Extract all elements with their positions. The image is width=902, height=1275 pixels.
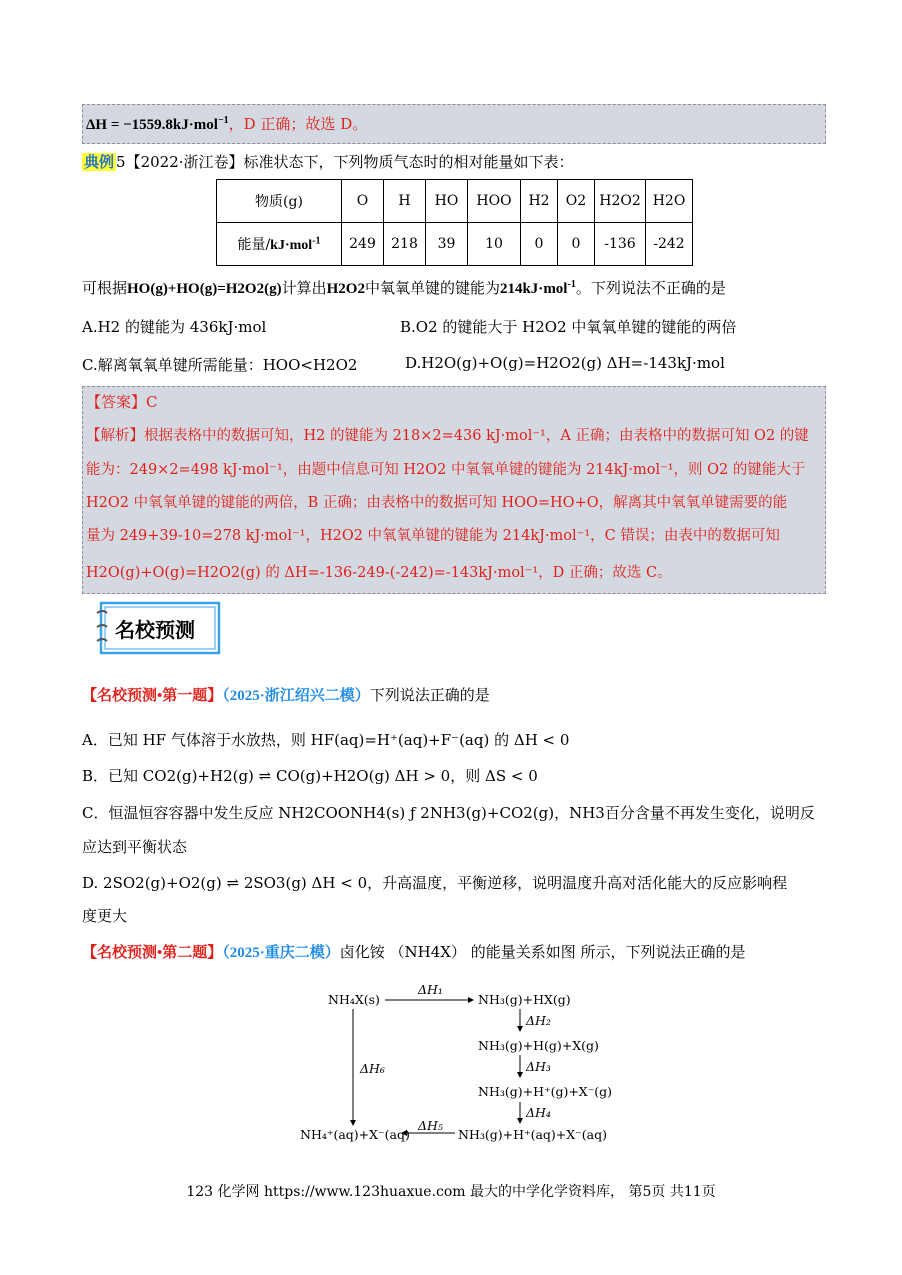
example-tag: 典例 [84, 153, 115, 171]
option-A: A.H2 的键能为 436kJ·mol [82, 318, 267, 336]
q2-source: （2025·重庆二模） [222, 945, 340, 961]
banner-title: 名校预测 [115, 618, 195, 642]
top-box-line: ΔH = −1559.8kJ·mol$^{-1}$，D 正确；故选 D。 [86, 115, 368, 133]
q2-header [82, 941, 746, 962]
top-box-rest: ，D 正确；故选 D。 [228, 115, 368, 133]
example-line [82, 151, 574, 172]
option-C: C.解离氧氧单键所需能量：HOO<H2O2 [82, 356, 358, 374]
q1-text: 下列说法正确的是 [369, 686, 490, 704]
table-header-H2O2: H2O2 [595, 180, 646, 223]
table-header-H2O: H2O [646, 180, 693, 223]
answer-line-1: 【解析】根据表格中的数据可知，H2 的键能为 218×2=436 kJ·mol⁻¹，A 正确；由表格中的数据可知 O2 的键 [86, 428, 809, 444]
table-cell: -136 [595, 223, 646, 266]
question-eq: HO(g)+HO(g)=H2O2(g) [127, 281, 282, 297]
q1-option-C2: 应达到平衡状态 [82, 838, 188, 856]
example-text: 标准状态下，下列物质气态时的相对能量如下表： [243, 153, 574, 171]
diagram-h5: ΔH₅ [418, 1118, 443, 1133]
question-p2: 计算出 [281, 279, 327, 297]
question-h2o2: H2O2 [326, 281, 365, 297]
page-footer: 123 化学网 https://www.123huaxue.com 最大的中学化学资料库， 第5页 共11页 [186, 1184, 716, 1200]
table-cell: -242 [646, 223, 693, 266]
diagram-node-3: NH₃(g)+H(g)+X(g) [478, 1038, 599, 1053]
diagram-h2: ΔH₂ [526, 1013, 551, 1028]
question-p3: 中氧氧单键的键能为 [364, 279, 500, 297]
table-energy-label: 能量/kJ·mol$^{-1}$ [217, 223, 342, 266]
example-num: 5 [116, 153, 126, 171]
diagram-node-5: NH₃(g)+H⁺(aq)+X⁻(aq) [458, 1127, 607, 1142]
table-cell: 10 [468, 223, 521, 266]
table-header-H2: H2 [521, 180, 558, 223]
answer-line-3: H2O2 中氧氧单键的键能的两倍，B 正确；由表格中的数据可知 HOO=HO+O，解离其中氧氧单键需要的能 [86, 495, 788, 511]
q1-option-A: A．已知 HF 气体溶于水放热，则 HF(aq)=H⁺(aq)+F⁻(aq) 的 ΔH < 0 [82, 731, 570, 749]
diagram-node-2: NH₃(g)+HX(g) [478, 992, 571, 1007]
diagram-h6: ΔH₆ [360, 1061, 385, 1076]
table-header-O2: O2 [558, 180, 595, 223]
q1-option-B: B．已知 CO2(g)+H2(g) ⇌ CO(g)+H2O(g) ΔH > 0，则 ΔS < 0 [82, 767, 538, 785]
table-cell: 0 [558, 223, 595, 266]
energy-diagram [290, 982, 620, 1150]
table-energy-text: 能量/ [237, 237, 271, 253]
table-energy-unit: kJ·mol [270, 238, 313, 253]
table-cell: 39 [426, 223, 468, 266]
table-cell: 0 [521, 223, 558, 266]
table-header-label: 物质(g) [217, 180, 342, 223]
q1-option-C1: C．恒温恒容容器中发生反应 NH2COONH4(s) ƒ 2NH3(g)+CO2(g)，NH3百分含量不再发生变化，说明反 [82, 804, 815, 822]
table-cell: 218 [384, 223, 426, 266]
answer-line-4: 量为 249+39-10=278 kJ·mol⁻¹，H2O2 中氧氧单键的键能为 214kJ·mol⁻¹，C 错误；由表中的数据可知 [86, 528, 780, 544]
diagram-h1: ΔH₁ [418, 982, 443, 997]
q2-text: 卤化铵 （NH4X） 的能量关系如图 所示，下列说法正确的是 [339, 943, 746, 961]
q2-tag: 【名校预测•第二题】 [82, 945, 223, 961]
q1-header [82, 684, 490, 705]
diagram-h3: ΔH₃ [526, 1059, 551, 1074]
section-banner [93, 599, 223, 657]
table-header-HO: HO [426, 180, 468, 223]
q1-option-D2: 度更大 [82, 907, 128, 925]
option-D: D.H2O(g)+O(g)=H2O2(g) ΔH=-143kJ·mol [405, 354, 725, 372]
table-header-HOO: HOO [468, 180, 521, 223]
question-val: 214kJ·mol [499, 281, 568, 297]
table-header-H: H [384, 180, 426, 223]
table-cell: 249 [342, 223, 384, 266]
question-p4: 。下列说法不正确的是 [575, 279, 726, 297]
option-B: B.O2 的键能大于 H2O2 中氧氧单键的键能的两倍 [400, 318, 737, 336]
q1-option-D1: D. 2SO2(g)+O2(g) ⇌ 2SO3(g) ΔH < 0，升高温度，平衡逆移，说明温度升高对活化能大的反应影响程 [82, 874, 788, 892]
example-source: 【2022·浙江卷】 [125, 153, 244, 171]
diagram-node-4: NH₃(g)+H⁺(g)+X⁻(g) [478, 1084, 613, 1099]
top-box-formula: ΔH = −1559.8kJ·mol [86, 117, 218, 133]
table-header-O: O [342, 180, 384, 223]
q1-source: （2025·浙江绍兴二模） [222, 688, 370, 704]
q1-tag: 【名校预测•第一题】 [82, 688, 223, 704]
question-p1: 可根据 [82, 279, 128, 297]
diagram-node-6: NH₄⁺(aq)+X⁻(aq) [300, 1127, 410, 1142]
answer-line-5: H2O(g)+O(g)=H2O2(g) 的 ΔH=-136-249-(-242)=-143kJ·mol⁻¹，D 正确；故选 C。 [86, 565, 672, 581]
diagram-h4: ΔH₄ [526, 1105, 551, 1120]
answer-line-2: 能为：249×2=498 kJ·mol⁻¹，由题中信息可知 H2O2 中氧氧单键的键能为 214kJ·mol⁻¹，则 O2 的键能大于 [86, 462, 806, 478]
question-stem: 可根据HO(g)+HO(g)=H2O2(g)计算出H2O2中氧氧单键的键能为214kJ·mol$^{-1}$。下列说法不正确的是 [82, 279, 726, 297]
diagram-node-1: NH₄X(s) [328, 992, 380, 1007]
energy-table [216, 179, 693, 266]
diagram-arrows [290, 985, 620, 1150]
answer-label: 【答案】C [86, 393, 158, 411]
